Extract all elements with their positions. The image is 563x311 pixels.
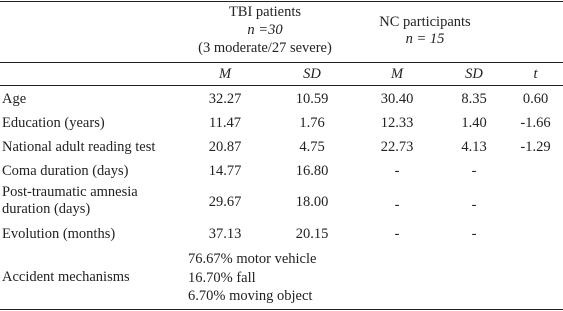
cell: 10.59 — [295, 91, 329, 107]
cell: -1.66 — [520, 115, 551, 131]
cell: 32.27 — [208, 91, 242, 107]
cell: 30.40 — [380, 91, 414, 107]
row-label: Accident mechanisms — [2, 269, 130, 285]
cell: 4.75 — [299, 139, 325, 155]
top-rule — [0, 1, 563, 2]
cell: 1.40 — [461, 115, 487, 131]
tbi-group-title: TBI patients — [228, 4, 302, 20]
col-header-sd: SD — [465, 66, 483, 82]
tbi-group-n: n =30 — [247, 22, 283, 38]
cell: - — [394, 197, 400, 213]
subheader-rule — [0, 85, 563, 86]
mechanism-item: 16.70% fall — [188, 270, 256, 286]
cell: -1.29 — [520, 139, 551, 155]
row-label: National adult reading test — [2, 139, 156, 155]
cell: 16.80 — [295, 163, 329, 179]
cell: 0.60 — [522, 91, 549, 107]
cell: 4.13 — [461, 139, 487, 155]
cell: 14.77 — [208, 163, 242, 179]
bottom-rule — [0, 309, 563, 310]
tbi-group-subtitle: (3 moderate/27 severe) — [198, 40, 332, 56]
cell: 11.47 — [208, 115, 242, 131]
cell: - — [394, 226, 400, 242]
cell: - — [471, 226, 477, 242]
col-header-t: t — [533, 66, 538, 82]
col-header-m: M — [390, 66, 404, 82]
col-header-m: M — [218, 66, 232, 82]
cell: 12.33 — [380, 115, 414, 131]
nc-group-n: n = 15 — [405, 31, 445, 47]
cell: - — [471, 163, 477, 179]
header-rule — [0, 62, 563, 63]
row-label-cont: duration (days) — [2, 201, 91, 217]
cell: 37.13 — [208, 226, 242, 242]
row-label: Post-traumatic amnesia — [2, 184, 138, 200]
cell: 20.15 — [295, 226, 329, 242]
mechanism-item: 6.70% moving object — [188, 288, 313, 304]
row-label: Coma duration (days) — [2, 163, 129, 179]
row-label: Evolution (months) — [2, 226, 116, 242]
mechanism-item: 76.67% motor vehicle — [188, 251, 317, 267]
cell: 29.67 — [208, 194, 242, 210]
row-label: Education (years) — [2, 115, 105, 131]
cell: 22.73 — [380, 139, 414, 155]
cell: 18.00 — [295, 194, 329, 210]
cell: 8.35 — [461, 91, 487, 107]
nc-group-title: NC participants — [379, 14, 471, 30]
col-header-sd: SD — [303, 66, 321, 82]
cell: - — [394, 163, 400, 179]
cell: - — [471, 197, 477, 213]
cell: 20.87 — [208, 139, 242, 155]
row-label: Age — [2, 91, 27, 107]
cell: 1.76 — [299, 115, 325, 131]
